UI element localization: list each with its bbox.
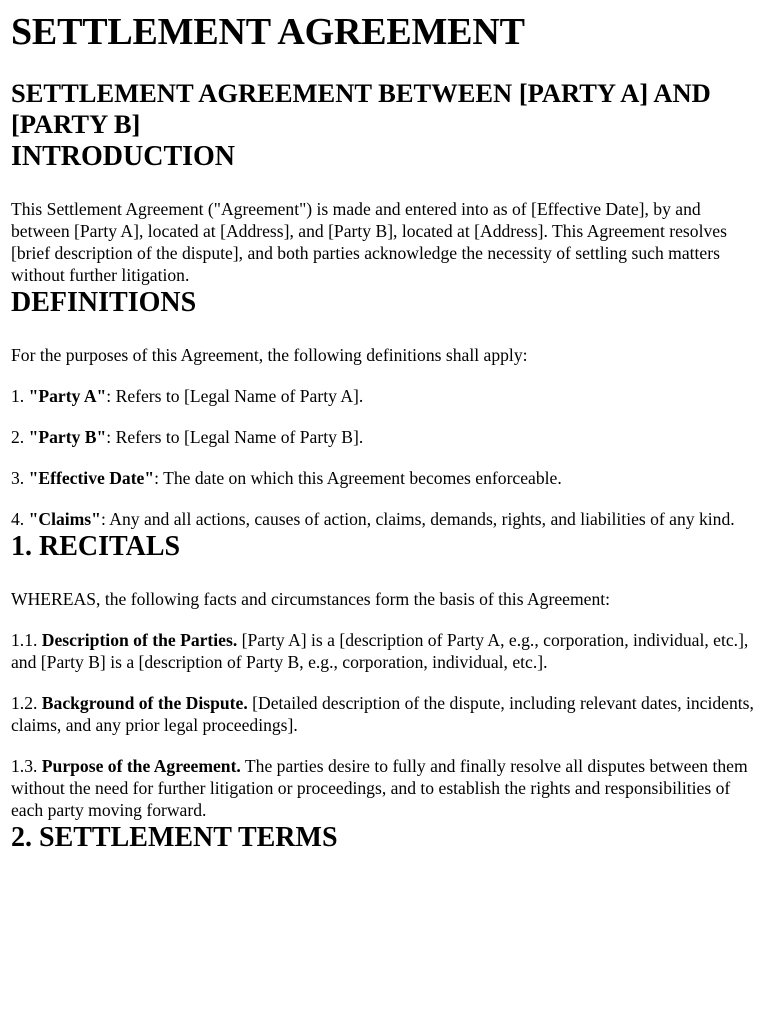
definition-item [11,385,760,407]
definition-term: "Claims" [28,509,101,529]
recitals-lead: WHEREAS, the following facts and circumstances form the basis of this Agreement: [11,589,611,609]
document-subtitle: SETTLEMENT AGREEMENT BETWEEN [PARTY A] AND [PARTY B] [11,78,711,139]
recital-text: [Party A] is a [description of Party A, e.g., corporation, individual, etc.], and [Party B] is a [description of Party B, e.g., corporation, individual, etc.]. [11,630,749,672]
definition-term: "Party A" [28,386,107,406]
definition-term: "Effective Date" [28,468,155,488]
recital-term: Purpose of the Agreement. [41,756,241,776]
definitions-heading: DEFINITIONS [11,287,197,318]
definition-number: 3. [11,468,25,488]
definitions-lead: For the purposes of this Agreement, the following definitions shall apply: [11,345,528,365]
recital-number: 1.2. [11,693,38,713]
recital-number: 1.3. [11,756,38,776]
definition-number: 4. [11,509,25,529]
recital-term: Background of the Dispute. [41,693,248,713]
definition-item [11,508,760,530]
definition-item [11,426,760,448]
definition-text: : Refers to [Legal Name of Party A]. [106,386,364,406]
introduction-heading: INTRODUCTION [11,141,236,172]
definition-text: : The date on which this Agreement becomes enforceable. [154,468,562,488]
definition-text: : Any and all actions, causes of action, claims, demands, rights, and liabilities of any kind. [100,509,735,529]
introduction-paragraph: This Settlement Agreement ("Agreement") is made and entered into as of [Effective Date], by and between [Party A], located at [Address], and [Party B], located at [Address]. This Agreement resolves [brief description of the dispute], and both parties acknowledge the necessity of settling such matters without further litigation. [11,199,727,285]
recital-item [11,629,760,673]
recital-text: The parties desire to fully and finally resolve all disputes between them without the need for further litigation or proceedings, and to establish the rights and responsibilities of each party moving forward. [11,756,748,820]
definition-item [11,467,760,489]
recital-text: [Detailed description of the dispute, including relevant dates, incidents, claims, and any prior legal proceedings]. [11,693,754,735]
definition-term: "Party B" [28,427,107,447]
definition-number: 1. [11,386,25,406]
recital-term: Description of the Parties. [41,630,238,650]
recitals-heading: 1. RECITALS [11,531,181,562]
document-title: SETTLEMENT AGREEMENT [11,11,525,53]
settlement-terms-heading: 2. SETTLEMENT TERMS [11,822,338,853]
recital-number: 1.1. [11,630,38,650]
definition-text: : Refers to [Legal Name of Party B]. [106,427,364,447]
definition-number: 2. [11,427,25,447]
recital-item [11,692,760,736]
recital-item [11,755,760,821]
